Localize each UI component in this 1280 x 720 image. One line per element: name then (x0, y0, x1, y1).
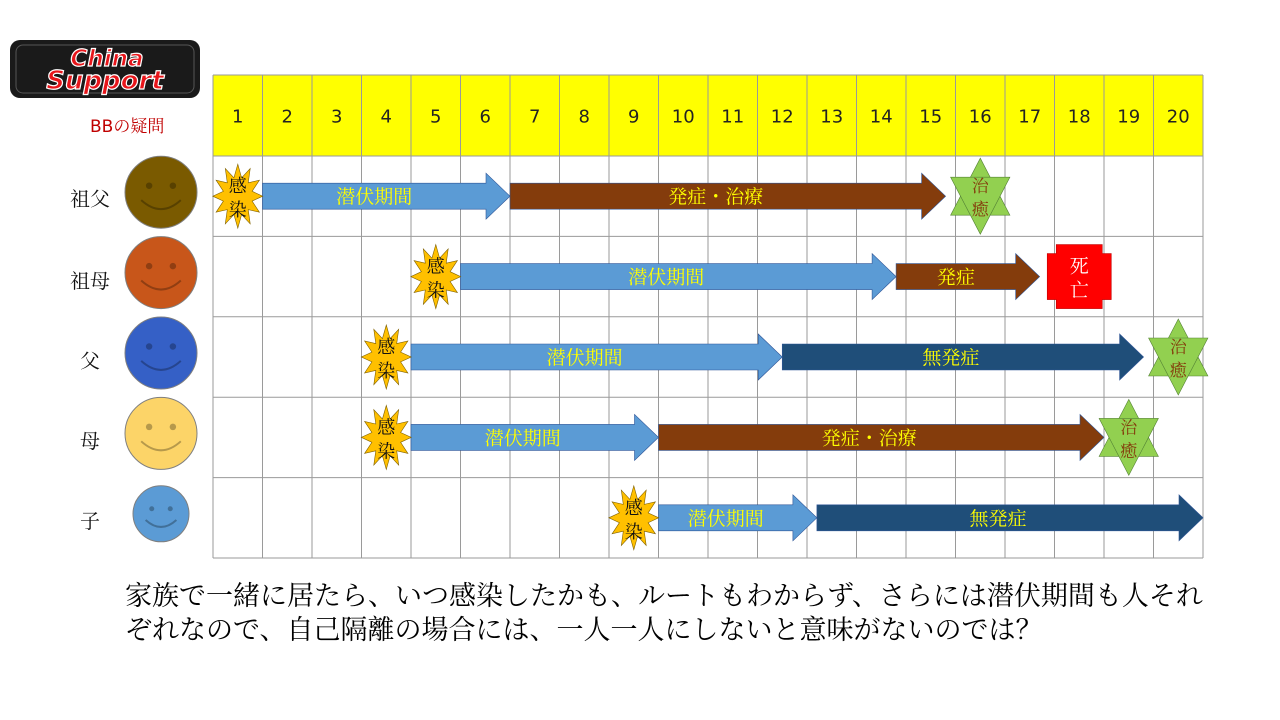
father-asymptomatic-arrow-label: 無発症 (922, 347, 980, 369)
child-incubation-arrow-label: 潜伏期間 (687, 507, 764, 530)
logo-line1: China (70, 46, 144, 72)
day-label-2: 2 (281, 106, 293, 128)
grandmother-infection-badge-label-top: 感 (426, 256, 445, 278)
day-label-12: 12 (770, 106, 794, 128)
day-label-16: 16 (968, 106, 992, 128)
grandmother-infection-badge-label-bottom: 染 (426, 280, 445, 302)
mother-infection-badge-label-bottom: 染 (377, 441, 396, 463)
day-label-4: 4 (380, 106, 392, 128)
caption-text: 家族で一緒に居たら、いつ感染したかも、ルートもわからず、さらには潜伏期間も人それぞれなので、自己隔離の場合には、一人一人にしないと意味がないのでは？ (125, 581, 1203, 646)
day-label-17: 17 (1018, 106, 1042, 128)
day-label-15: 15 (919, 106, 943, 128)
grandmother-death-badge-label-top: 死 (1069, 255, 1089, 278)
grandmother-death-badge-label-bottom: 亡 (1069, 279, 1089, 302)
father-cured-badge-label-top: 治 (1169, 338, 1187, 358)
day-label-20: 20 (1166, 106, 1190, 128)
child-asymptomatic-arrow-label: 無発症 (969, 507, 1027, 530)
day-label-10: 10 (671, 106, 695, 128)
subtitle: BBの疑問 (90, 117, 165, 137)
member-label-grandfather: 祖父 (70, 187, 110, 211)
mother-infection-badge-label-top: 感 (377, 417, 396, 439)
day-label-13: 13 (820, 106, 844, 128)
day-label-9: 9 (628, 106, 640, 128)
member-label-mother: 母 (80, 429, 100, 453)
grandfather-incubation-arrow-label: 潜伏期間 (336, 186, 413, 209)
father-infection-badge-label-bottom: 染 (377, 361, 396, 382)
day-label-3: 3 (331, 106, 343, 128)
day-label-19: 19 (1117, 106, 1141, 128)
day-label-5: 5 (430, 106, 442, 128)
day-label-11: 11 (721, 106, 745, 128)
grandmother-incubation-arrow-label: 潜伏期間 (628, 266, 705, 289)
day-label-8: 8 (578, 106, 590, 128)
day-label-14: 14 (869, 106, 893, 128)
logo-line2: Support (46, 66, 164, 96)
mother-incubation-arrow-label: 潜伏期間 (484, 427, 561, 450)
member-label-grandmother: 祖母 (70, 269, 110, 293)
day-label-6: 6 (479, 106, 491, 128)
father-infection-badge-label-top: 感 (377, 337, 396, 358)
day-label-7: 7 (529, 106, 541, 128)
grandmother-symptomatic-arrow-label: 発症 (936, 266, 975, 289)
member-label-child: 子 (80, 509, 100, 533)
grandfather-cured-badge-label-top: 治 (971, 177, 989, 198)
member-label-father: 父 (80, 349, 100, 373)
mother-cured-badge-label-bottom: 癒 (1120, 441, 1138, 462)
day-label-1: 1 (232, 106, 244, 128)
child-infection-badge-label-bottom: 染 (624, 521, 643, 543)
father-cured-badge-label-bottom: 癒 (1169, 361, 1187, 381)
day-label-18: 18 (1067, 106, 1091, 128)
mother-symptomatic-arrow-label: 発症・治療 (821, 427, 917, 450)
grandfather-cured-badge-label-bottom: 癒 (971, 200, 989, 221)
father-incubation-arrow-label: 潜伏期間 (546, 347, 623, 369)
grandfather-infection-badge-label-bottom: 染 (228, 200, 247, 222)
mother-cured-badge-label-top: 治 (1120, 418, 1138, 439)
grandfather-symptomatic-arrow-label: 発症・治療 (668, 186, 764, 209)
child-infection-badge-label-top: 感 (624, 497, 643, 519)
grandfather-infection-badge-label-top: 感 (228, 176, 247, 198)
